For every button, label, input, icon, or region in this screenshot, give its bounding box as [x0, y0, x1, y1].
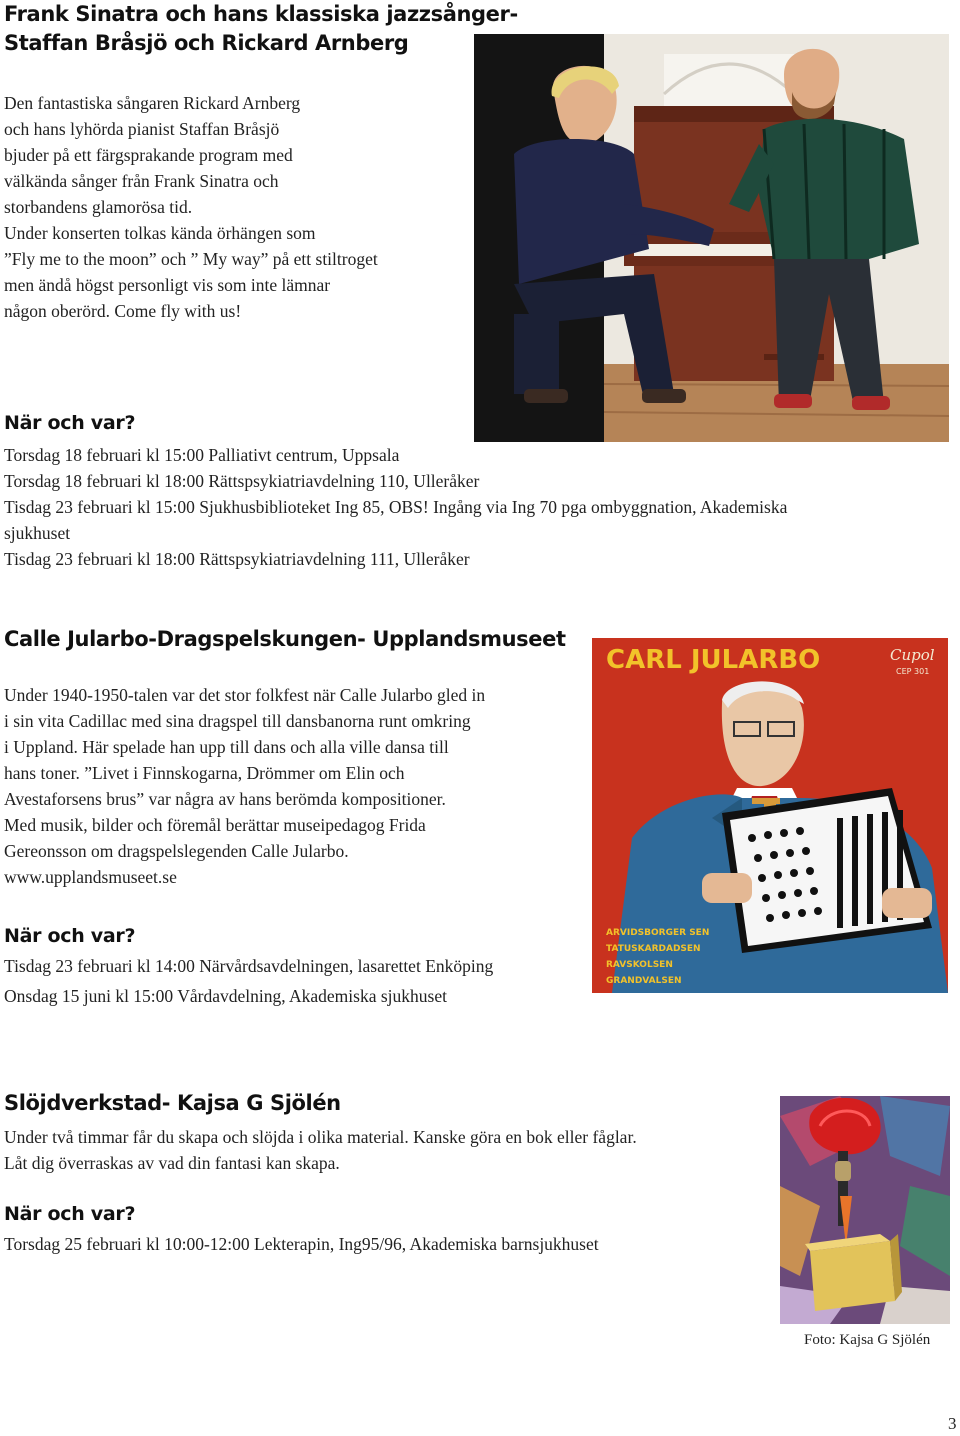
section-1-title-line-2: Staffan Bråsjö och Rickard Arnberg — [4, 31, 409, 55]
section-1-title — [4, 0, 524, 58]
schedule-line: Torsdag 18 februari kl 15:00 Palliativt centrum, Uppsala — [4, 445, 400, 465]
album-cover — [592, 638, 948, 993]
page-number: 3 — [948, 1414, 957, 1433]
description-line: och hans lyhörda pianist Staffan Bråsjö — [4, 119, 280, 139]
section-1-title-line-1: Frank Sinatra och hans klassiska jazzsånger- — [4, 2, 518, 26]
description-line: Under 1940-1950-talen var det stor folkfest när Calle Jularbo gled in — [4, 685, 486, 705]
album-code-text: CEP 301 — [896, 667, 930, 676]
album-track-4: GRANDVALSEN — [606, 976, 682, 986]
description-line: Gereonsson om dragspelslegenden Calle Jularbo. — [4, 841, 349, 861]
description-line: Avestaforsens brus” var några av hans berömda kompositioner. — [4, 789, 446, 809]
section-2-title: Calle Jularbo-Dragspelskungen- Upplandsmuseet — [4, 627, 566, 651]
description-line: välkända sånger från Frank Sinatra och — [4, 171, 279, 191]
schedule-line: sjukhuset — [4, 523, 71, 543]
album-track-1: ARVIDSBORGER SEN — [606, 928, 710, 938]
website-link[interactable]: www.upplandsmuseet.se — [4, 867, 177, 887]
schedule-line: Tisdag 23 februari kl 14:00 Närvårdsavdelningen, lasarettet Enköping — [4, 956, 494, 976]
section-1-description — [4, 90, 378, 324]
description-line: Den fantastiska sångaren Rickard Arnberg — [4, 93, 301, 113]
schedule-line: Tisdag 23 februari kl 18:00 Rättspsykiatriavdelning 111, Ulleråker — [4, 549, 470, 569]
album-track-2: TATUSKARDADSEN — [606, 944, 701, 954]
description-line: Under två timmar får du skapa och slöjda i olika material. Kanske göra en bok eller fåglar. — [4, 1127, 637, 1147]
album-track-3: RAVSKOLSEN — [606, 960, 673, 970]
album-title-text: CARL JULARBO — [606, 645, 821, 675]
musicians-photo — [474, 34, 949, 442]
description-line: hans toner. ”Livet i Finnskogarna, Drömmer om Elin och — [4, 763, 405, 783]
description-line: i sin vita Cadillac med sina dragspel till dansbanorna runt omkring — [4, 711, 471, 731]
section-2-description — [4, 682, 485, 890]
album-label-text: Cupol — [890, 646, 935, 664]
section-3-title: Slöjdverkstad- Kajsa G Sjölén — [4, 1091, 341, 1115]
section-2-when-heading: När och var? — [4, 925, 136, 947]
section-2-schedule — [4, 953, 493, 1009]
musicians-photo-graphic — [474, 34, 949, 442]
description-line: Låt dig överraskas av vad din fantasi kan skapa. — [4, 1153, 340, 1173]
section-3-description — [4, 1124, 637, 1176]
description-line: Under konserten tolkas kända örhängen som — [4, 223, 316, 243]
schedule-line: Torsdag 25 februari kl 10:00-12:00 Lekterapin, Ing95/96, Akademiska barnsjukhuset — [4, 1234, 599, 1254]
description-line: Med musik, bilder och föremål berättar museipedagog Frida — [4, 815, 426, 835]
section-1-when-heading: När och var? — [4, 412, 136, 434]
section-1-schedule — [4, 442, 787, 572]
photo-caption: Foto: Kajsa G Sjölén — [804, 1332, 931, 1348]
description-line: men ändå högst personligt vis som inte lämnar — [4, 275, 331, 295]
schedule-line: Onsdag 15 juni kl 15:00 Vårdavdelning, Akademiska sjukhuset — [4, 986, 447, 1006]
craft-photo-graphic — [780, 1096, 950, 1324]
section-3-when-heading: När och var? — [4, 1203, 136, 1225]
album-cover-graphic — [592, 638, 948, 993]
description-line: storbandens glamorösa tid. — [4, 197, 193, 217]
craft-photo — [780, 1096, 950, 1324]
schedule-line: Torsdag 18 februari kl 18:00 Rättspsykiatriavdelning 110, Ulleråker — [4, 471, 480, 491]
description-line: ”Fly me to the moon” och ” My way” på ett stiltroget — [4, 249, 378, 269]
description-line: bjuder på ett färgsprakande program med — [4, 145, 293, 165]
schedule-line: Tisdag 23 februari kl 15:00 Sjukhusbiblioteket Ing 85, OBS! Ingång via Ing 70 pga ombyggnation, Akademiska — [4, 497, 788, 517]
description-line: i Uppland. Här spelade han upp till dans och alla ville dansa till — [4, 737, 449, 757]
description-line: någon oberörd. Come fly with us! — [4, 301, 242, 321]
section-3-schedule — [4, 1231, 599, 1257]
